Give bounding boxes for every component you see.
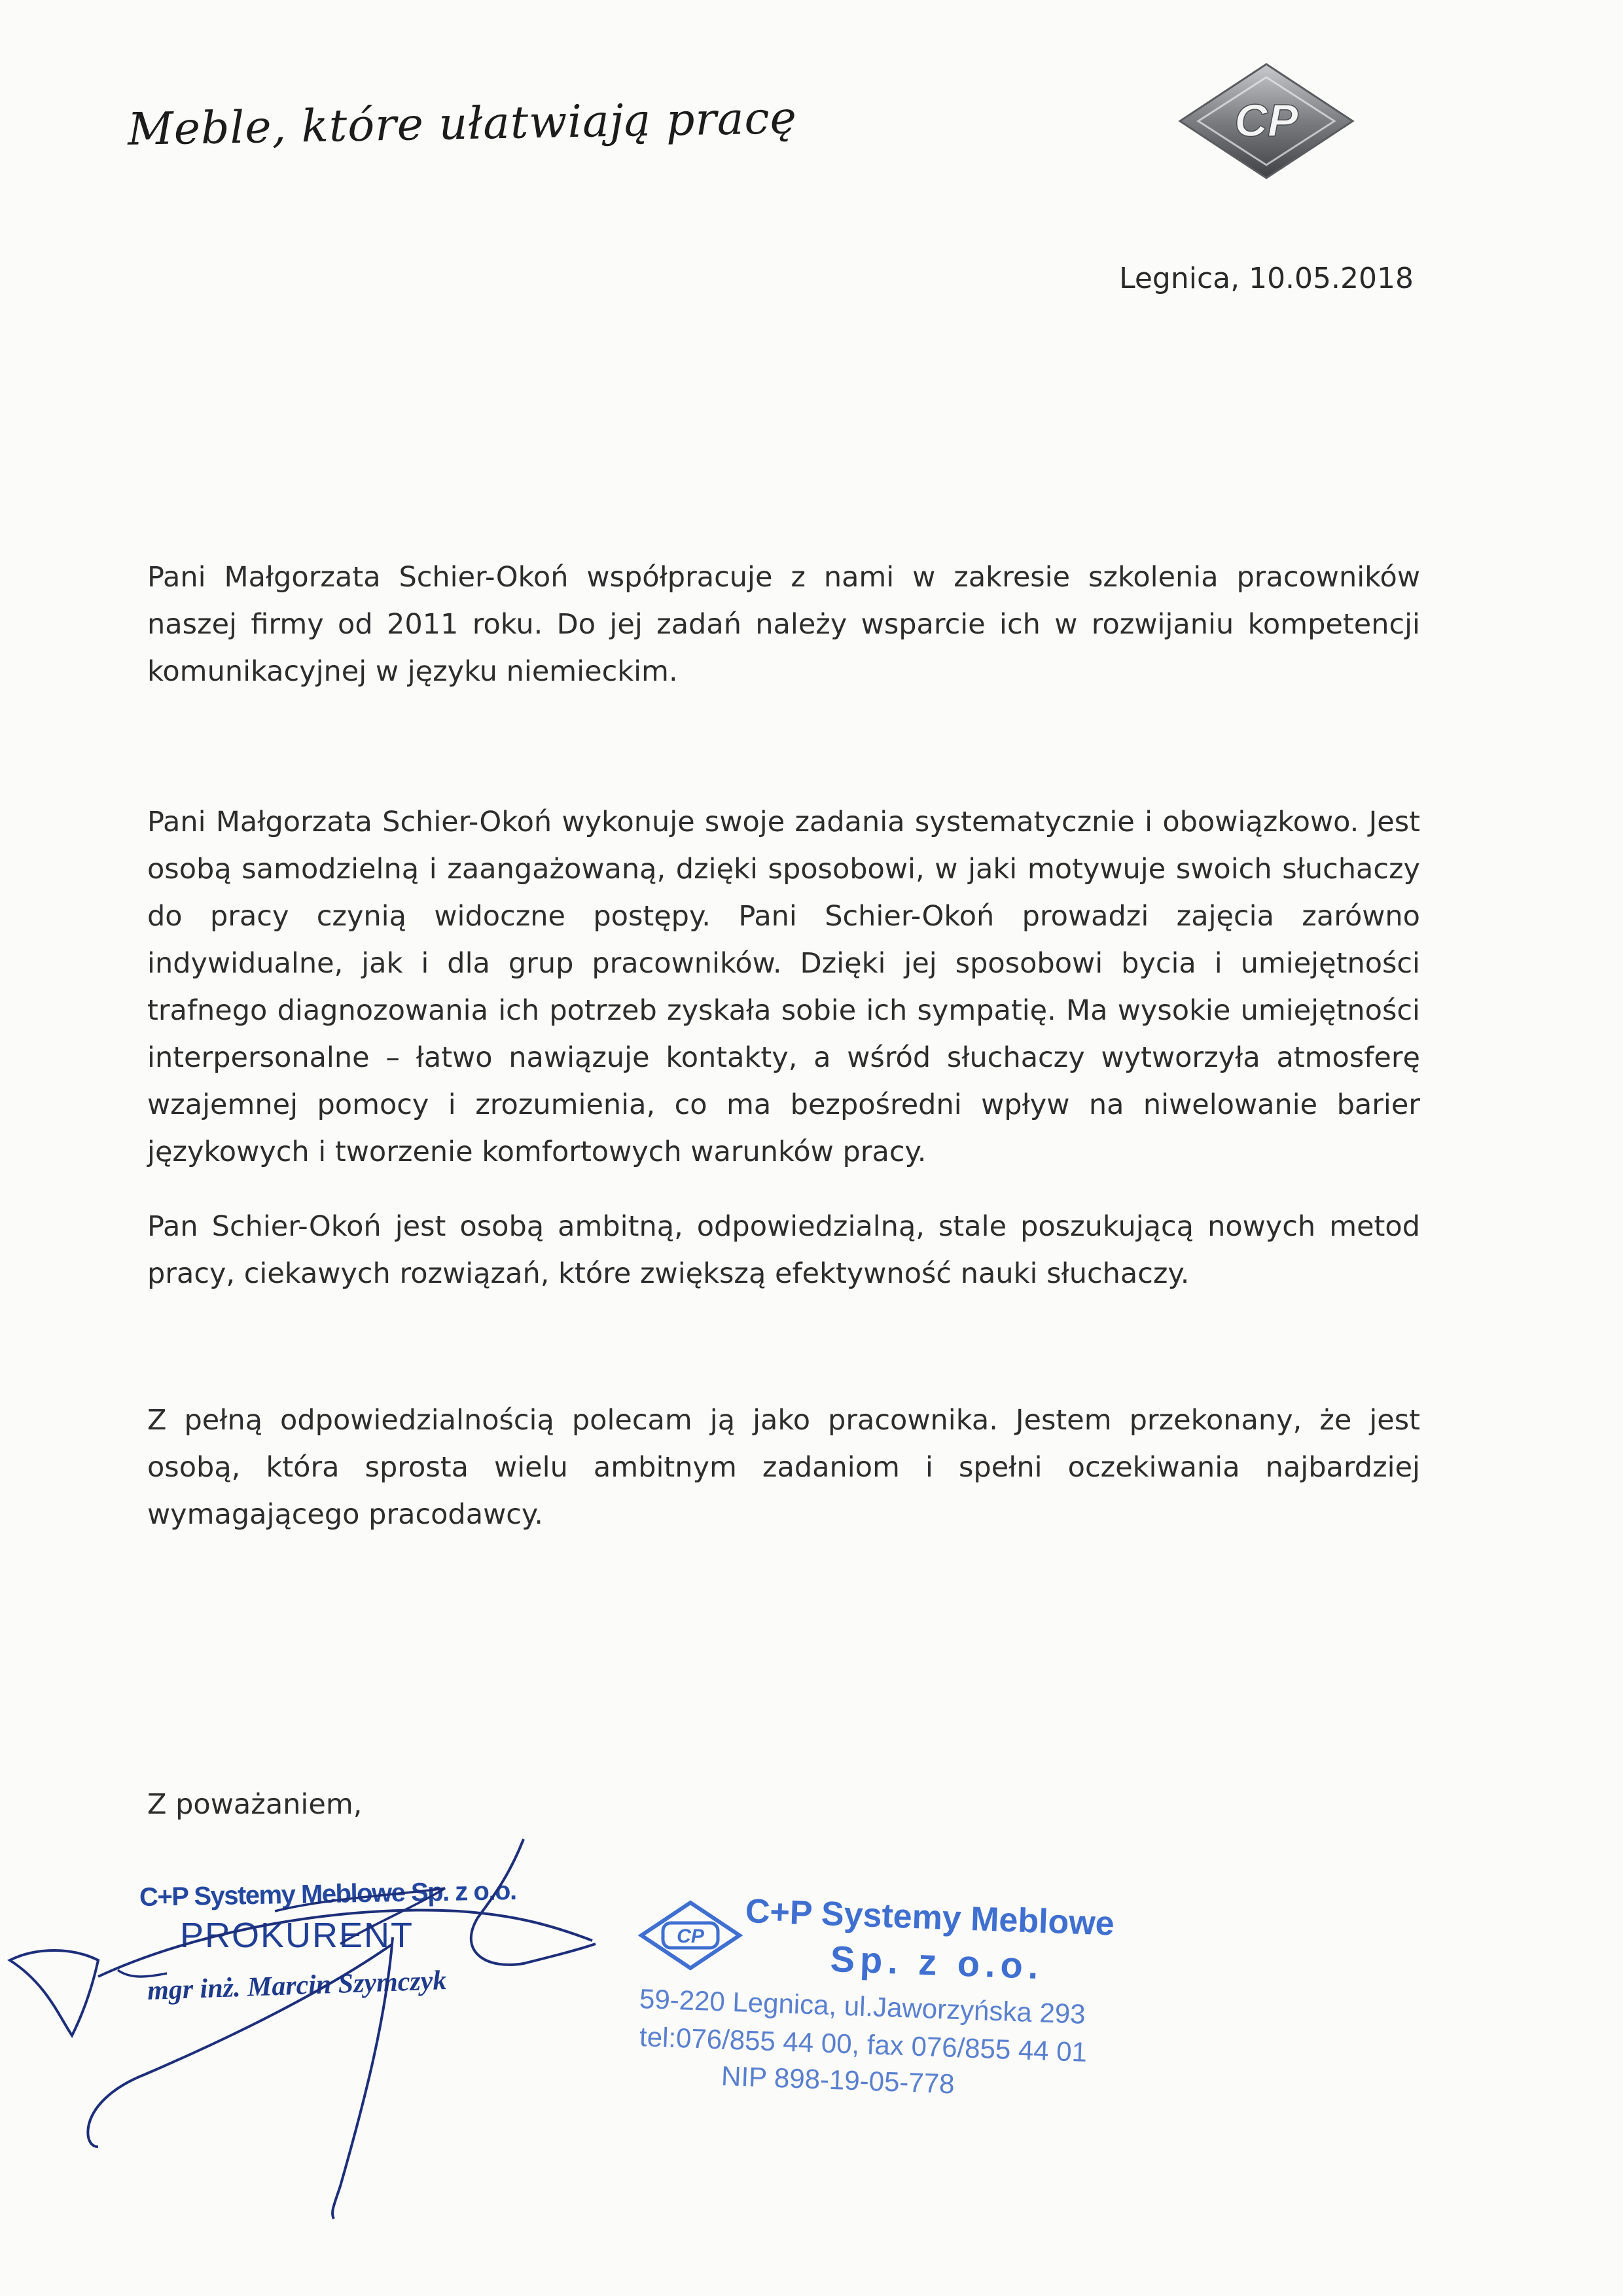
stamp-company-title: C+P Systemy Meblowe	[744, 1892, 1115, 1943]
paragraph-1: Pani Małgorzata Schier-Okoń współpracuje z nami w zakresie szkolenia pracowników naszej firmy od 2011 roku. Do jej zadań należy wsparcie ich w rozwijaniu kompetencji komunikacyjnej w języku niemieckim.	[147, 561, 1420, 688]
closing-phrase: Z poważaniem,	[147, 1788, 363, 1821]
stamp-nip: NIP 898-19-05-778	[721, 2060, 955, 2100]
paragraph-2: Pani Małgorzata Schier-Okoń wykonuje swoje zadania systematycznie i obowiązkowo. Jest osobą samodzielną i zaangażowaną, dzięki sposobowi, w jaki motywuje swoich słuchaczy do pracy czynią widoczne postępy. Pani Schier-Okoń prowadzi zajęcia zarówno indywidualne, jak i dla grup pracowników. Dzięki jej sposobowi bycia i umiejętności trafnego diagnozowania ich potrzeb zyskała sobie ich sympatię. Ma wysokie umiejętności interpersonalne – łatwo nawiązuje kontakty, a wśród słuchaczy wytworzyła atmosferę wzajemnej pomocy i zrozumienia, co ma bezpośredni wpływ na niwelowanie barier językowych i tworzenie komfortowych warunków pracy.	[147, 806, 1420, 1168]
company-stamp	[638, 1892, 1115, 2101]
company-logo-icon	[1175, 59, 1358, 183]
stamp-logo-icon	[638, 1899, 743, 1971]
signatory-stamp	[134, 1878, 540, 2029]
paragraph-3: Pan Schier-Okoń jest osobą ambitną, odpowiedzialną, stale poszukującą nowych metod pracy, ciekawych rozwiązań, które zwiększą efektywność nauki słuchaczy.	[147, 1210, 1420, 1290]
stamp-role: PROKURENT	[180, 1916, 414, 1955]
letter-date: Legnica, 10.05.2018	[1119, 262, 1414, 295]
stamp-phone-fax: tel:076/855 44 00, fax 076/855 44 01	[639, 2021, 1088, 2068]
stamp-company-name: C+P Systemy Meblowe Sp. z o.o.	[139, 1876, 516, 1912]
logo-text: CP	[1234, 95, 1298, 146]
stamp-company-form: Sp. z o.o.	[829, 1937, 1044, 1987]
handwritten-slogan: Meble, które ułatwiają pracę	[127, 92, 798, 156]
stamp-logo-text: CP	[677, 1926, 704, 1947]
stamp-address: 59-220 Legnica, ul.Jaworzyńska 293	[639, 1983, 1086, 2030]
stamp-person-name: mgr inż. Marcin Szymczyk	[147, 1965, 448, 2006]
paragraph-4: Z pełną odpowiedzialnością polecam ją jako pracownika. Jestem przekonany, że jest osobą, która sprosta wielu ambitnym zadaniom i spełni oczekiwania najbardziej wymagającego pracodawcy.	[147, 1404, 1420, 1531]
